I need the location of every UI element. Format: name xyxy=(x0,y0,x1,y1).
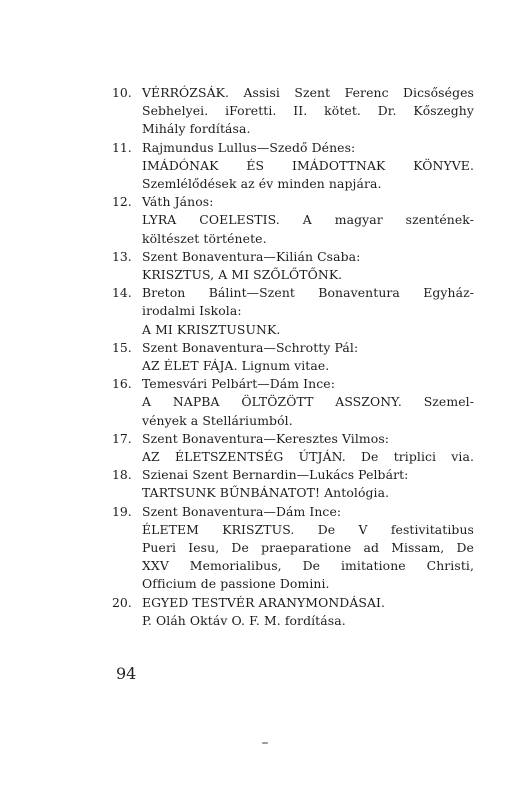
entry-line: IMÁDÓNAK ÉS IMÁDOTTNAK KÖNYVE. xyxy=(142,157,474,173)
entry-line: Váth János: xyxy=(142,194,214,210)
entry-text xyxy=(142,139,474,194)
entry-number: 18. xyxy=(112,467,132,483)
entry-line: Pueri Iesu, De praeparatione ad Missam, De xyxy=(142,540,474,556)
entry-line: Szent Bonaventura—Keresztes Vilmos: xyxy=(142,430,390,446)
entry-line: Szienai Szent Bernardin—Lukács Pelbárt: xyxy=(142,467,409,483)
entry-number: 20. xyxy=(112,594,132,610)
entry-number: 12. xyxy=(112,194,132,210)
list-item xyxy=(112,466,474,502)
list-item xyxy=(112,430,474,466)
entry-line: Szent Bonaventura—Dám Ince: xyxy=(142,503,342,519)
list-item xyxy=(112,84,474,139)
entry-line: VÉRRÓZSÁK. Assisi Szent Ferenc Dicsőséges xyxy=(142,85,474,100)
entry-line: A MI KRISZTUSUNK. xyxy=(142,321,281,337)
list-item xyxy=(112,375,474,430)
entry-line: ÉLETEM KRISZTUS. De V festivitatibus xyxy=(142,521,474,537)
list-item xyxy=(112,193,474,248)
entry-line: KRISZTUS, A MI SZŐLŐTŐNK. xyxy=(142,267,343,283)
entry-number: 13. xyxy=(112,248,132,264)
page-number: 94 xyxy=(116,664,137,683)
entry-line: Szemlélődések az év minden napjára. xyxy=(142,176,382,192)
entry-list xyxy=(112,84,474,630)
entry-line: Officium de passione Domini. xyxy=(142,576,330,592)
entry-number: 15. xyxy=(112,339,132,355)
entry-line: EGYED TESTVÉR ARANYMONDÁSAI. xyxy=(142,594,386,610)
list-item xyxy=(112,339,474,375)
entry-text xyxy=(142,84,474,139)
entry-line: Rajmundus Lullus—Szedő Dénes: xyxy=(142,139,356,155)
entry-line: AZ ÉLETSZENTSÉG ÚTJÁN. De triplici via. xyxy=(142,449,474,465)
entry-line: XXV Memorialibus, De imitatione Christi, xyxy=(142,558,474,574)
entry-text xyxy=(142,375,474,430)
entry-line: Sebhelyei. iForetti. II. kötet. Dr. Kőszeghy xyxy=(142,103,474,119)
entry-number: 14. xyxy=(112,285,132,301)
entry-line: vények a Stelláriumból. xyxy=(142,412,293,428)
list-item xyxy=(112,594,474,630)
entry-line: AZ ÉLET FÁJA. Lignum vitae. xyxy=(142,358,330,374)
entry-text xyxy=(142,503,474,594)
entry-line: Breton Bálint—Szent Bonaventura Egyház- xyxy=(142,285,474,301)
entry-line: TARTSUNK BŰNBÁNATOT! Antológia. xyxy=(142,485,390,501)
print-speck xyxy=(262,742,268,744)
entry-line: Szent Bonaventura—Kilián Csaba: xyxy=(142,248,361,264)
list-item xyxy=(112,503,474,594)
entry-line: költészet története. xyxy=(142,230,267,246)
entry-text xyxy=(142,339,474,375)
entry-line: LYRA COELESTIS. A magyar szentének- xyxy=(142,212,474,228)
entry-number: 11. xyxy=(112,139,132,155)
entry-number: 17. xyxy=(112,430,132,446)
list-item xyxy=(112,248,474,284)
entry-text xyxy=(142,430,474,466)
entry-number: 10. xyxy=(112,85,132,100)
entry-line: Temesvári Pelbárt—Dám Ince: xyxy=(142,376,336,392)
entry-text xyxy=(142,466,474,502)
entry-line: irodalmi Iskola: xyxy=(142,303,242,319)
list-item xyxy=(112,284,474,339)
entry-text xyxy=(142,193,474,248)
entry-number: 19. xyxy=(112,503,132,519)
entry-line: Szent Bonaventura—Schrotty Pál: xyxy=(142,339,359,355)
entry-number: 16. xyxy=(112,376,132,392)
entry-line: Mihály fordítása. xyxy=(142,121,251,137)
entry-text xyxy=(142,248,474,284)
list-item xyxy=(112,139,474,194)
entry-text xyxy=(142,284,474,339)
entry-text xyxy=(142,594,474,630)
entry-line: A NAPBA ÖLTÖZÖTT ASSZONY. Szemel- xyxy=(142,394,474,410)
entry-line: P. Oláh Oktáv O. F. M. fordítása. xyxy=(142,612,346,628)
